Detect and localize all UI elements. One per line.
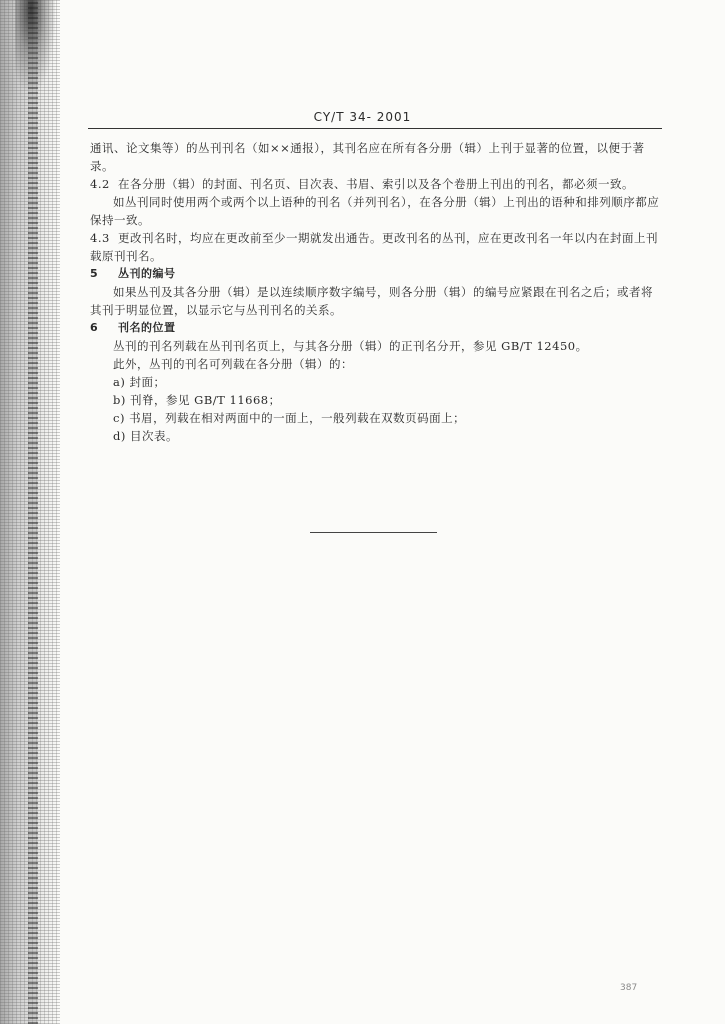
clause-text: 在各分册（辑）的封面、刊名页、目次表、书眉、索引以及各个卷册上刊出的刊名，都必须一致。: [118, 177, 634, 191]
list-item: [90, 391, 660, 409]
section-5-paragraph: 如果丛刊及其各分册（辑）是以连续顺序数字编号，则各分册（辑）的编号应紧跟在刊名之后；或者将其刊于明显位置，以显示它与丛刊刊名的关系。: [90, 285, 653, 317]
continued-paragraph: 通讯、论文集等）的丛刊刊名（如××通报），其刊名应在所有各分册（辑）上刊于显著的位置，以便于著录。: [90, 141, 645, 173]
section-5-heading: [90, 265, 660, 283]
list-text: 目次表。: [130, 429, 179, 443]
page-number: 387: [620, 983, 638, 993]
section-number: 5: [90, 267, 99, 280]
section-6-heading: [90, 319, 660, 337]
list-label: a): [113, 375, 126, 389]
list-label: c): [113, 411, 125, 425]
clause-4-3: [90, 229, 660, 265]
list-text: 书眉，列载在相对两面中的一面上，一般列载在双数页码面上；: [129, 411, 466, 425]
clause-number: 4.3: [90, 231, 110, 245]
scan-corner-shadow: [15, 0, 55, 90]
clause-text: 更改刊名时，均应在更改前至少一期就发出通告。更改刊名的丛刊，应在更改刊名一年以内在封面上刊载原刊刊名。: [90, 231, 658, 263]
list-item: [90, 373, 660, 391]
section-title: 刊名的位置: [118, 321, 176, 334]
clause-4-2-note: 如丛刊同时使用两个或两个以上语种的刊名（并列刊名），在各分册（辑）上刊出的语种和排列顺序都应保持一致。: [90, 195, 660, 227]
section-6-paragraph-1: 丛刊的刊名列载在丛刊刊名页上，与其各分册（辑）的正刊名分开，参见 GB/T 12450。: [113, 339, 588, 353]
header-rule: [88, 128, 662, 129]
standard-id-header: CY/T 34- 2001: [313, 110, 412, 124]
scan-binding-stripe: [28, 0, 38, 1024]
list-text: 刊脊，参见 GB/T 11668；: [130, 393, 281, 407]
section-number: 6: [90, 321, 99, 334]
clause-4-2: [90, 175, 660, 193]
section-6-paragraph-2: 此外，丛刊的刊名可列载在各分册（辑）的：: [113, 357, 353, 371]
list-item: [90, 427, 660, 445]
section-title: 丛刊的编号: [118, 267, 176, 280]
list-label: b): [113, 393, 126, 407]
list-item: [90, 409, 660, 427]
list-label: d): [113, 429, 126, 443]
document-body: [90, 139, 660, 445]
end-of-text-rule: [310, 532, 437, 533]
list-text: 封面；: [129, 375, 166, 389]
clause-number: 4.2: [90, 177, 110, 191]
